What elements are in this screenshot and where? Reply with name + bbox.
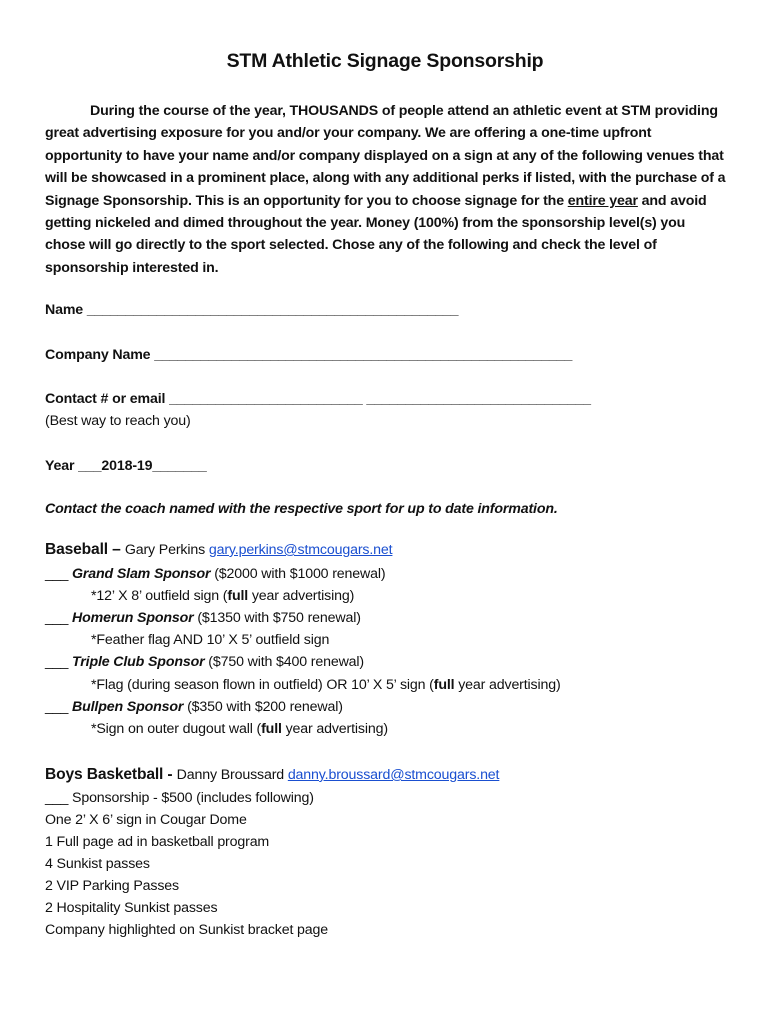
page-title: STM Athletic Signage Sponsorship xyxy=(226,50,544,72)
year-field[interactable]: Year ___2018-19_______ xyxy=(45,458,207,474)
level-price: ($2000 with $1000 renewal) xyxy=(210,566,386,582)
baseball-title: Baseball xyxy=(45,541,108,558)
level-price: ($750 with $400 renewal) xyxy=(204,654,364,670)
baseball-level-triple-club[interactable] xyxy=(45,652,364,672)
basketball-perk: 4 Sunkist passes xyxy=(45,856,150,872)
basketball-header xyxy=(45,765,499,785)
level-name: Bullpen Sponsor xyxy=(72,699,184,715)
coach-note: Contact the coach named with the respective sport for up to date information. xyxy=(45,501,558,517)
intro-underlined: entire year xyxy=(567,192,638,209)
baseball-coach: Gary Perkins xyxy=(124,542,209,558)
baseball-perk-grand-slam: *12’ X 8’ outfield sign (full year advertising) xyxy=(91,588,355,604)
contact-note: (Best way to reach you) xyxy=(45,413,191,429)
basketball-perk: One 2’ X 6’ sign in Cougar Dome xyxy=(45,812,247,828)
level-blank[interactable]: ___ xyxy=(45,610,73,626)
basketball-coach: Danny Broussard xyxy=(176,767,288,783)
level-name: Homerun Sponsor xyxy=(72,610,194,626)
basketball-dash: - xyxy=(163,766,177,783)
level-blank[interactable]: ___ xyxy=(45,654,73,670)
level-name: Triple Club Sponsor xyxy=(72,654,205,670)
baseball-header xyxy=(45,540,392,560)
company-name-field[interactable]: Company Name ______________________________________________________ xyxy=(45,347,573,363)
contact-field[interactable]: Contact # or email _________________________ _____________________________ xyxy=(45,391,591,407)
baseball-level-bullpen[interactable] xyxy=(45,697,343,717)
basketball-perk: 2 Hospitality Sunkist passes xyxy=(45,900,218,916)
baseball-perk-homerun: *Feather flag AND 10’ X 5’ outfield sign xyxy=(91,632,330,648)
basketball-perk: Company highlighted on Sunkist bracket page xyxy=(45,922,329,938)
intro-paragraph xyxy=(45,100,727,279)
baseball-dash: – xyxy=(107,541,125,558)
baseball-email-link[interactable]: gary.perkins@stmcougars.net xyxy=(208,542,393,558)
level-blank[interactable]: ___ xyxy=(45,566,73,582)
basketball-perk: 1 Full page ad in basketball program xyxy=(45,834,270,850)
basketball-sponsorship-option[interactable]: ___ Sponsorship - $500 (includes following) xyxy=(45,790,314,806)
baseball-perk-triple-club: *Flag (during season flown in outfield) OR 10’ X 5’ sign (full year advertising) xyxy=(91,677,561,693)
level-price: ($350 with $200 renewal) xyxy=(183,699,343,715)
baseball-level-grand-slam[interactable] xyxy=(45,564,385,584)
basketball-title: Boys Basketball xyxy=(45,766,164,783)
level-price: ($1350 with $750 renewal) xyxy=(193,610,361,626)
intro-text-2: and avoid getting nickeled and dimed throughout the year. Money (100%) from the sponsorship level(s) you chose will go directly to the sport selected. Chose any of the following and check the level of sponsorship interested in. xyxy=(45,192,707,276)
baseball-perk-bullpen: *Sign on outer dugout wall (full year advertising) xyxy=(91,721,388,737)
level-blank[interactable]: ___ xyxy=(45,699,73,715)
basketball-perk: 2 VIP Parking Passes xyxy=(45,878,179,894)
baseball-level-homerun[interactable] xyxy=(45,608,361,628)
level-name: Grand Slam Sponsor xyxy=(72,566,211,582)
basketball-email-link[interactable]: danny.broussard@stmcougars.net xyxy=(287,767,500,783)
name-field[interactable]: Name ________________________________________________ xyxy=(45,302,459,318)
intro-text-1: During the course of the year, THOUSANDS of people attend an athletic event at STM providing great advertising exposure for you and/or your company. We are offering a one-time upfront opportunity to have your name and/or company displayed on a sign at any of the following venues that will be showcased in a prominent place, along with any additional perks if listed, with the purchase of a Signage Sponsorship. This is an opportunity for you to choose signage for the xyxy=(45,103,726,209)
